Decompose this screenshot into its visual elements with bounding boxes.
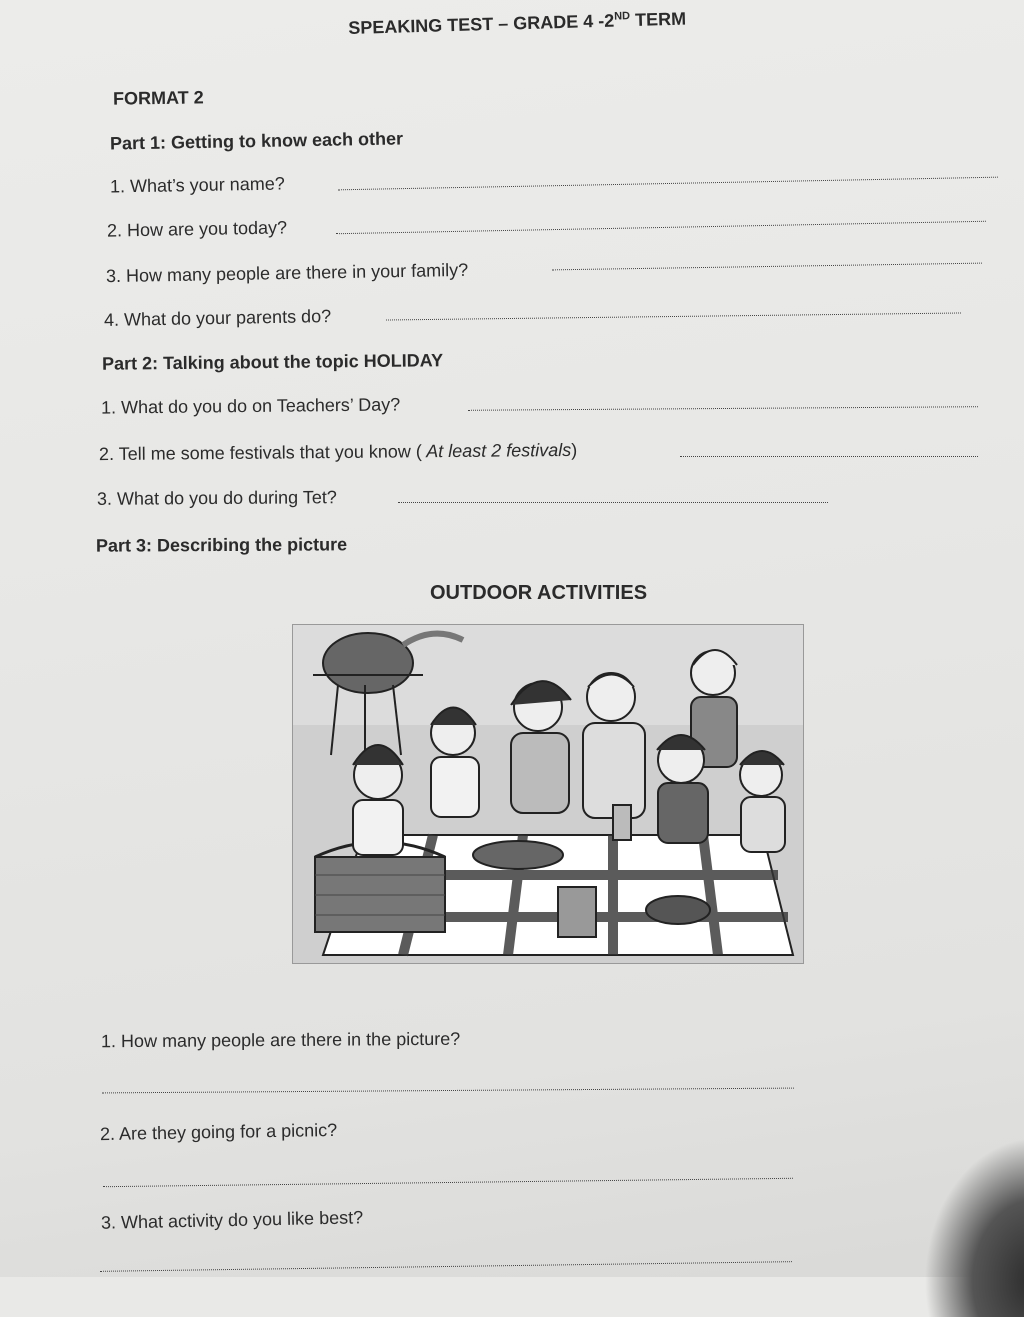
part1-question-4: 4. What do your parents do?	[103, 306, 332, 330]
part2-question-2	[99, 440, 577, 465]
answer-line[interactable]	[552, 263, 982, 271]
answer-line[interactable]	[100, 1261, 792, 1272]
answer-line[interactable]	[468, 406, 978, 411]
part3-question-1: 1. How many people are there in the picture?	[100, 1028, 461, 1052]
title-main: SPEAKING TEST – GRADE 4 -2	[348, 10, 615, 38]
page-title	[348, 9, 686, 39]
answer-line[interactable]	[336, 221, 986, 234]
answer-line[interactable]	[338, 177, 998, 191]
picnic-drawing	[293, 625, 803, 963]
title-end: TERM	[629, 8, 687, 31]
answer-line[interactable]	[680, 456, 978, 457]
title-superscript: ND	[613, 10, 631, 23]
part3-question-3: 3. What activity do you like best?	[100, 1207, 364, 1233]
part2-q2-close: )	[571, 439, 578, 460]
answer-line[interactable]	[386, 312, 961, 320]
answer-line[interactable]	[103, 1178, 793, 1187]
part2-question-3: 3. What do you do during Tet?	[96, 487, 337, 509]
part2-heading: Part 2: Talking about the topic HOLIDAY	[101, 350, 444, 374]
answer-line[interactable]	[398, 502, 828, 503]
part2-question-1: 1. What do you do on Teachers’ Day?	[100, 394, 401, 418]
format-label: FORMAT 2	[112, 87, 204, 109]
part3-question-2: 2. Are they going for a picnic?	[99, 1119, 338, 1145]
part3-heading: Part 3: Describing the picture	[95, 534, 348, 556]
part1-question-3: 3. How many people are there in your family?	[105, 259, 469, 287]
answer-line[interactable]	[102, 1088, 794, 1094]
corner-shadow	[924, 1137, 1024, 1317]
part1-question-1: 1. What’s your name?	[109, 173, 285, 197]
part1-heading: Part 1: Getting to know each other	[109, 128, 404, 154]
part2-q2-text: 2. Tell me some festivals that you know (	[98, 441, 422, 465]
part2-q2-italic: At least 2 festivals	[421, 439, 572, 462]
picture-title: OUTDOOR ACTIVITIES	[430, 582, 648, 604]
part1-question-2: 2. How are you today?	[106, 217, 288, 241]
picnic-illustration	[292, 624, 804, 964]
